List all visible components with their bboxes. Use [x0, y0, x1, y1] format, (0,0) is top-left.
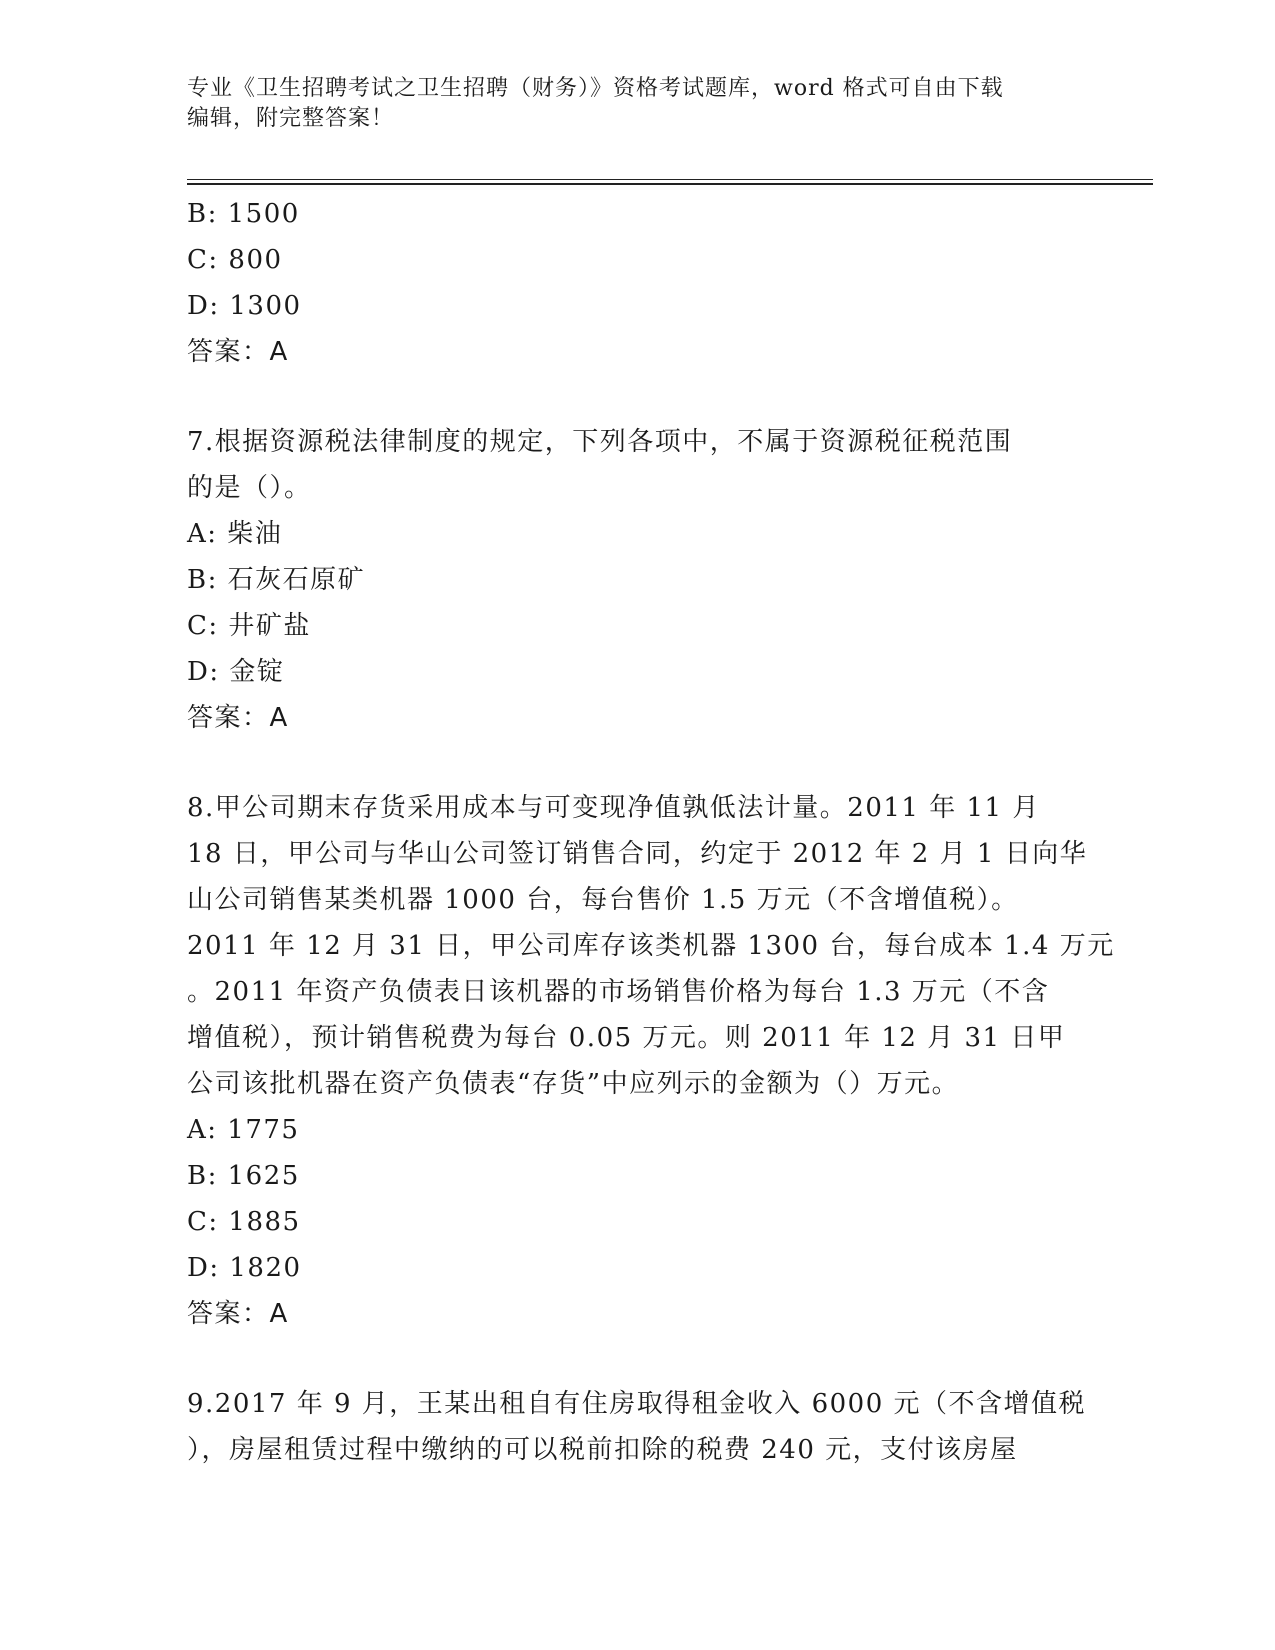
question-7	[187, 419, 1087, 741]
page-header	[187, 74, 1087, 134]
question-stem-line: 公司该批机器在资产负债表“存货”中应列示的金额为（）万元。	[187, 1069, 960, 1099]
option-c: C: 井矿盐	[187, 611, 311, 641]
option-d: D: 金锭	[187, 657, 285, 687]
spacer	[187, 1337, 1087, 1381]
header-title-line-2: 编辑，附完整答案！	[187, 106, 395, 131]
question-stem-line: 2011 年 12 月 31 日，甲公司库存该类机器 1300 台，每台成本 1.4 万元	[187, 931, 1115, 961]
header-divider-thick	[187, 183, 1153, 185]
option-a: A: 1775	[187, 1115, 300, 1145]
question-content	[187, 191, 1115, 1473]
question-stem-line: 9.2017 年 9 月，王某出租自有住房取得租金收入 6000 元（不含增值税	[187, 1389, 1087, 1419]
option-d: D: 1820	[187, 1253, 302, 1283]
question-stem-line: ），房屋租赁过程中缴纳的可以税前扣除的税费 240 元，支付该房屋	[187, 1435, 1018, 1465]
option-c: C: 1885	[187, 1207, 301, 1237]
question-stem-line: 18 日，甲公司与华山公司签订销售合同，约定于 2012 年 2 月 1 日向华	[187, 839, 1088, 869]
prev-question-block	[187, 191, 1087, 375]
option-b: B: 1500	[187, 199, 300, 229]
option-c: C: 800	[187, 245, 283, 275]
question-stem-line: 8.甲公司期末存货采用成本与可变现净值孰低法计量。2011 年 11 月	[187, 793, 1040, 823]
question-stem-line: 增值税），预计销售税费为每台 0.05 万元。则 2011 年 12 月 31 日甲	[187, 1023, 1066, 1053]
option-d: D: 1300	[187, 291, 302, 321]
question-9	[187, 1381, 1087, 1473]
spacer	[187, 375, 1087, 419]
header-title-line-1: 专业《卫生招聘考试之卫生招聘（财务）》资格考试题库，word 格式可自由下载	[187, 76, 1004, 101]
question-stem-line: 山公司销售某类机器 1000 台，每台售价 1.5 万元（不含增值税）。	[187, 885, 1019, 915]
question-8	[187, 785, 1115, 1337]
answer-line: 答案：A	[187, 1299, 289, 1329]
option-a: A: 柴油	[187, 519, 283, 549]
answer-line: 答案：A	[187, 337, 289, 367]
spacer	[187, 741, 1087, 785]
answer-line: 答案：A	[187, 703, 289, 733]
header-divider-thin	[187, 179, 1153, 180]
option-b: B: 1625	[187, 1161, 300, 1191]
question-stem-line: 7.根据资源税法律制度的规定，下列各项中，不属于资源税征税范围	[187, 427, 1013, 457]
option-b: B: 石灰石原矿	[187, 565, 366, 595]
question-stem-line: 。2011 年资产负债表日该机器的市场销售价格为每台 1.3 万元（不含	[187, 977, 1050, 1007]
question-stem-line: 的是（）。	[187, 473, 312, 503]
